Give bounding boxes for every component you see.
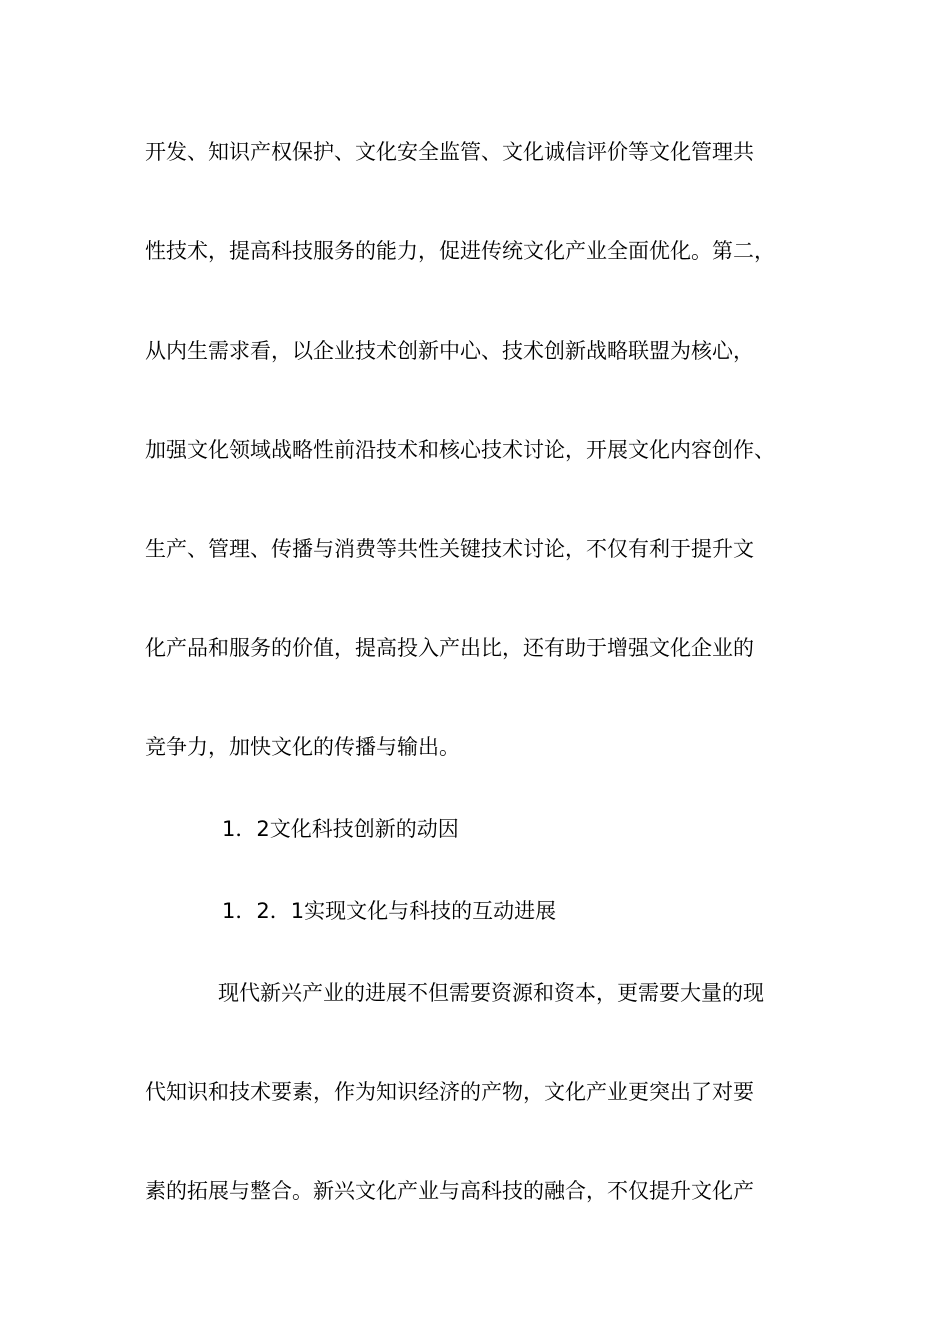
paragraph-line: 素的拓展与整合。新兴文化产业与高科技的融合，不仅提升文化产 [145, 1179, 754, 1203]
text-line: 开发、知识产权保护、文化安全监管、文化诚信评价等文化管理共 [145, 140, 754, 164]
text-line: 性技术，提高科技服务的能力，促进传统文化产业全面优化。第二， [145, 239, 775, 263]
text-line: 加强文化领域战略性前沿技术和核心技术讨论，开展文化内容创作、 [145, 438, 775, 462]
text-line: 竞争力，加快文化的传播与输出。 [145, 735, 460, 759]
section-heading: 1．2文化科技创新的动因 [222, 817, 459, 841]
text-line: 化产品和服务的价值，提高投入产出比，还有助于增强文化企业的 [145, 636, 754, 660]
text-line: 生产、管理、传播与消费等共性关键技术讨论，不仅有利于提升文 [145, 537, 754, 561]
paragraph-line: 现代新兴产业的进展不但需要资源和资本，更需要大量的现 [218, 981, 764, 1005]
subsection-heading: 1．2．1实现文化与科技的互动进展 [222, 899, 557, 923]
text-line: 从内生需求看，以企业技术创新中心、技术创新战略联盟为核心， [145, 339, 754, 363]
paragraph-line: 代知识和技术要素，作为知识经济的产物，文化产业更突出了对要 [145, 1080, 754, 1104]
